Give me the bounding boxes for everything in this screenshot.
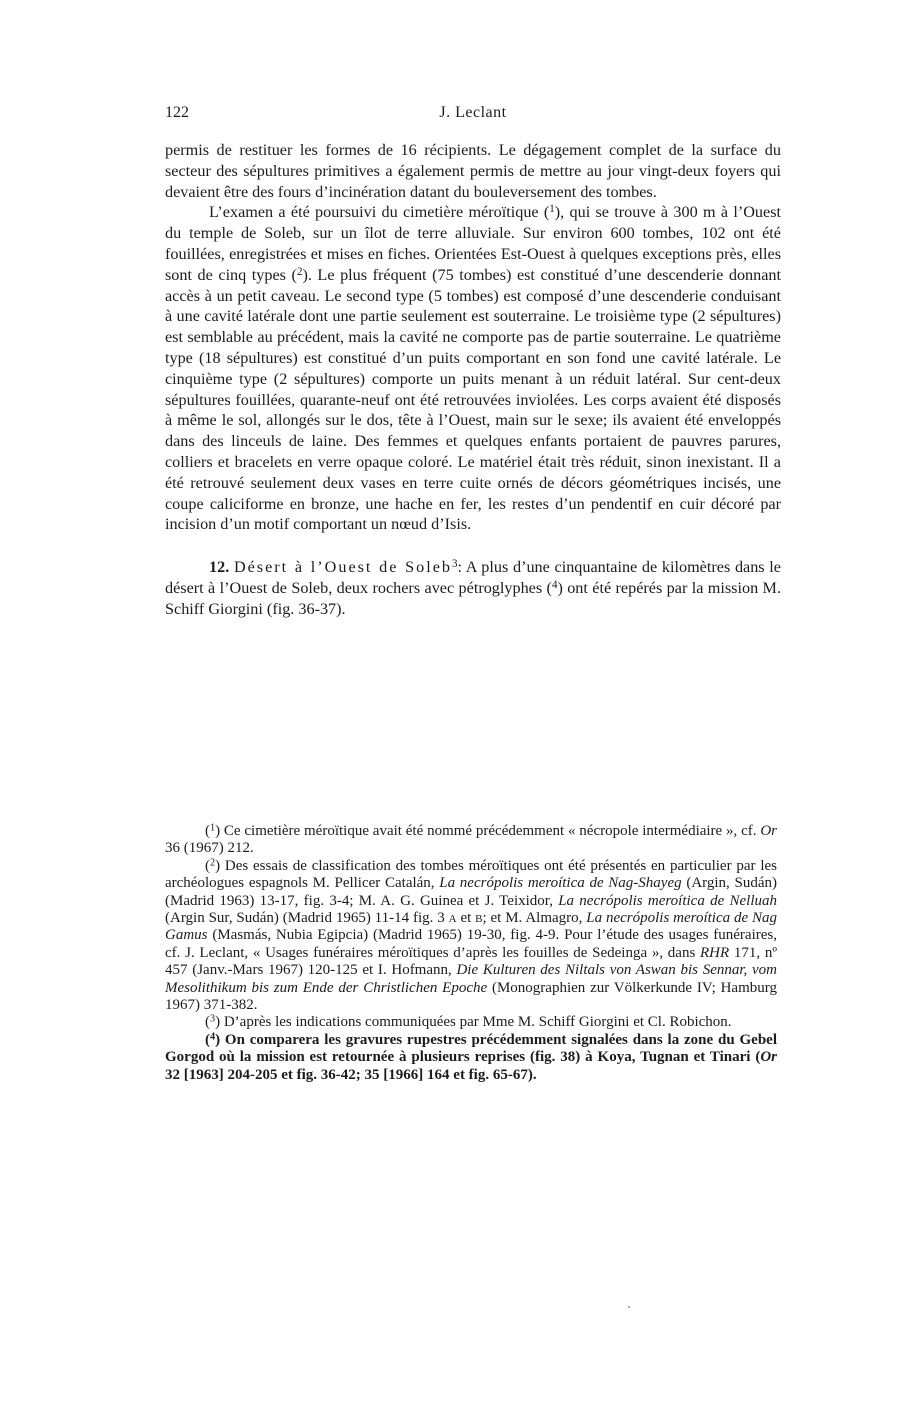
scan-speck <box>628 1306 630 1308</box>
footnotes <box>165 823 777 1084</box>
running-head-author: J. Leclant <box>439 104 507 121</box>
page-number: 122 <box>165 104 189 121</box>
footnote-2: ($^2$) Des essais de classification des tombes méroïtiques ont été présentés en particulier par les archéologues espagnols M. Pellicer Catalán, La necrópolis meroítica de Nag-Shayeg (Argin, Sudán) (Madrid 1963) 13-17, fig. 3-4; M. A. G. Guinea et J. Teixidor, La necrópolis meroítica de Nelluah (Argin Sur, Sudán) (Madrid 1965) 11-14 fig. 3 a et b; et M. Almagro, La necrópolis meroítica de Nag Gamus (Masmás, Nubia Egipcia) (Madrid 1965) 19-30, fig. 4-9. Pour l’étude des usages funéraires, cf. J. Leclant, « Usages funéraires méroïtiques d’après les fouilles de Sedeinga », dans RHR 171, nº 457 (Janv.-Mars 1967) 120-125 et I. Hofmann, Die Kulturen des Niltals von Aswan bis Sennar, vom Mesolithikum bis zum Ende der Christlichen Epoche (Monographien zur Völkerkunde IV; Hamburg 1967) 371-382. <box>165 857 778 1014</box>
footnote-1: ($^1$) Ce cimetière méroïtique avait été nommé précédemment « nécropole intermédiaire », cf. Or 36 (1967) 212. <box>165 822 777 857</box>
section-12: 12. Désert à l’Ouest de Soleb$^3$: A plus d’une cinquantaine de kilomètres dans le désert à l’Ouest de Soleb, deux rochers avec pétroglyphes ($^4$) ont été repérés par la mission M. Schiff Giorgini (fig. 36-37). <box>165 558 781 618</box>
paragraph-cemetery: L’examen a été poursuivi du cimetière méroïtique ($^1$), qui se trouve à 300 m à l’Ouest du temple de Soleb, sur un îlot de terre alluviale. Sur environ 600 tombes, 102 ont été fouillées, enregistrées et mises en fiches. Orientées Est-Ouest à quelques exceptions près, elles sont de cinq types ($^2$). Le plus fréquent (75 tombes) est constitué d’une descenderie donnant accès à un petit caveau. Le second type (5 tombes) est composé d’une descenderie conduisant à une cavité latérale dont une partie seulement est souterraine. Le troisième type (2 sépultures) est semblable au précédent, mais la cavité ne comporte pas de partie souterraine. Le quatrième type (18 sépultures) est constitué d’un puits comportant en son fond une cavité latérale. Le cinquième type (2 sépultures) comporte un puits menant à un réduit latéral. Sur cent-deux sépultures fouillées, quarante-neuf ont été retrouvées inviolées. Les corps avaient été disposés à même le sol, allongés sur le dos, tête à l’Ouest, main sur le sexe; ils avaient été enveloppés dans des linceuls de laine. Des femmes et quelques enfants portaient de pauvres parures, colliers et bracelets en verre opaque coloré. Le matériel était très réduit, sinon inexistant. Il a été retrouvé seulement deux vases en terre cuite ornés de décors géométriques incisés, une coupe caliciforme en bronze, une hache en fer, les restes d’un pendentif en cuir décoré par incision d’un motif comportant un nœud d’Isis. <box>165 203 781 534</box>
body-text <box>165 140 781 620</box>
section-title: Désert à l’Ouest de Soleb <box>233 558 452 577</box>
paragraph-continuation: permis de restituer les formes de 16 récipients. Le dégagement complet de la surface du secteur des sépultures primitives a également permis de mettre au jour vingt-deux foyers qui devaient être des fours d’incinération datant du bouleversement des tombes. <box>165 141 781 201</box>
footnote-ref-2: 2 <box>296 265 303 278</box>
footnote-4: ($^4$) On comparera les gravures rupestres précédemment signalées dans la zone du Gebel Gorgod où la mission est retournée à plusieurs reprises (fig. 38) à Koya, Tugnan et Tinari (Or 32 [1963] 204-205 et fig. 36-42; 35 [1966] 164 et fig. 65-67). <box>165 1031 777 1083</box>
section-number: 12. <box>209 558 230 577</box>
footnote-3: ($^3$) D’après les indications communiquées par Mme M. Schiff Giorgini et Cl. Robichon. <box>205 1013 732 1031</box>
footnote-ref-1: 1 <box>549 203 555 216</box>
footnote-ref-4: 4 <box>551 578 558 591</box>
page-header <box>165 104 781 126</box>
footnote-ref-3: 3 <box>451 558 458 571</box>
